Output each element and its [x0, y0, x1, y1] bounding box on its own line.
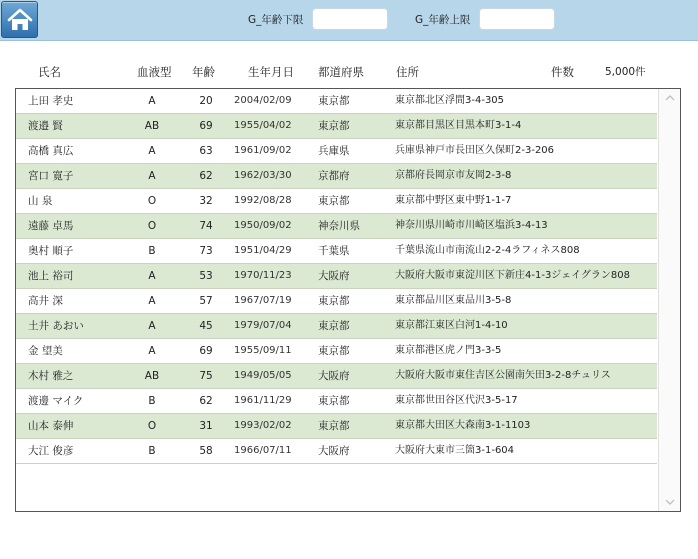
cell-birth-date: 1970/11/23 — [234, 270, 292, 281]
cell-birth-date: 1962/03/30 — [234, 170, 292, 181]
cell-prefecture: 東京都 — [318, 345, 350, 357]
cell-name: 山 泉 — [28, 195, 53, 207]
cell-birth-date: 1979/07/04 — [234, 320, 292, 331]
cell-name: 渡邉 賢 — [28, 120, 63, 132]
cell-name: 奥村 順子 — [28, 245, 74, 257]
cell-address: 大阪府大阪市東住吉区公園南矢田3-2-8チュリス — [395, 370, 611, 381]
cell-address: 東京都世田谷区代沢3-5-17 — [395, 395, 518, 406]
cell-name: 土井 あおい — [28, 320, 84, 332]
table-row[interactable] — [16, 164, 657, 189]
table-row[interactable] — [16, 89, 657, 114]
cell-address: 千葉県流山市南流山2-2-4ラフィネス808 — [395, 245, 580, 256]
cell-name: 渡邊 マイク — [28, 395, 84, 407]
cell-address: 東京都目黒区目黒本町3-1-4 — [395, 120, 522, 131]
cell-prefecture: 兵庫県 — [318, 145, 350, 157]
table-row[interactable] — [16, 289, 657, 314]
cell-address: 兵庫県神戸市長田区久保町2-3-206 — [395, 145, 555, 156]
header-birth: 生年月日 — [248, 65, 294, 79]
cell-age: 31 — [199, 420, 213, 432]
cell-name: 高井 深 — [28, 295, 63, 307]
cell-birth-date: 1961/11/29 — [234, 395, 292, 406]
cell-name: 遠藤 卓馬 — [28, 220, 74, 232]
cell-prefecture: 東京都 — [318, 395, 350, 407]
cell-blood-type: A — [148, 345, 156, 357]
cell-age: 32 — [199, 195, 213, 207]
cell-blood-type: O — [147, 195, 157, 207]
cell-blood-type: AB — [144, 120, 160, 132]
cell-blood-type: A — [148, 145, 156, 157]
table-row[interactable] — [16, 114, 657, 139]
top-toolbar — [0, 0, 698, 41]
cell-name: 宮口 寛子 — [28, 170, 74, 182]
cell-birth-date: 1951/04/29 — [234, 245, 292, 256]
cell-prefecture: 大阪府 — [318, 445, 350, 457]
table-row[interactable] — [16, 264, 657, 289]
cell-age: 58 — [199, 445, 213, 457]
scroll-up-button[interactable] — [659, 89, 681, 107]
table-row[interactable] — [16, 339, 657, 364]
cell-prefecture: 東京都 — [318, 420, 350, 432]
vertical-scrollbar[interactable] — [658, 89, 681, 511]
cell-blood-type: A — [148, 270, 156, 282]
cell-birth-date: 1961/09/02 — [234, 145, 292, 156]
cell-prefecture: 東京都 — [318, 295, 350, 307]
header-blood: 血液型 — [137, 65, 172, 79]
cell-birth-date: 1949/05/05 — [234, 370, 292, 381]
table-row[interactable] — [16, 239, 657, 264]
min-age-label: G_年齢下限 — [248, 14, 304, 26]
cell-blood-type: A — [148, 295, 156, 307]
cell-address: 東京都中野区東中野1-1-7 — [395, 195, 512, 206]
cell-birth-date: 1993/02/02 — [234, 420, 292, 431]
cell-blood-type: AB — [144, 370, 160, 382]
home-button[interactable] — [1, 1, 38, 38]
cell-name: 池上 裕司 — [28, 270, 74, 282]
min-age-input[interactable] — [312, 8, 388, 30]
cell-address: 東京都江東区白河1-4-10 — [395, 320, 508, 331]
cell-address: 大阪府大東市三箇3-1-604 — [395, 445, 515, 456]
cell-prefecture: 京都府 — [318, 170, 350, 182]
cell-blood-type: B — [148, 395, 156, 407]
scroll-down-button[interactable] — [659, 493, 681, 511]
cell-age: 73 — [199, 245, 213, 257]
cell-address: 神奈川県川崎市川崎区塩浜3-4-13 — [395, 220, 548, 231]
cell-blood-type: O — [147, 220, 157, 232]
cell-blood-type: A — [148, 95, 156, 107]
cell-blood-type: B — [148, 445, 156, 457]
cell-name: 山本 泰伸 — [28, 420, 74, 432]
cell-blood-type: O — [147, 420, 157, 432]
cell-blood-type: A — [148, 320, 156, 332]
home-icon — [7, 8, 33, 32]
cell-prefecture: 大阪府 — [318, 370, 350, 382]
cell-address: 東京都大田区大森南3-1-1103 — [395, 420, 531, 431]
header-address: 住所 — [396, 65, 419, 79]
cell-age: 57 — [199, 295, 213, 307]
cell-address: 大阪府大阪市東淀川区下新庄4-1-3ジェイグラン808 — [395, 270, 630, 281]
cell-name: 高橋 真広 — [28, 145, 74, 157]
cell-birth-date: 1992/08/28 — [234, 195, 292, 206]
table-row[interactable] — [16, 439, 657, 464]
count-value: 5,000件 — [605, 66, 646, 78]
cell-name: 上田 孝史 — [28, 95, 74, 107]
cell-name: 木村 雅之 — [28, 370, 74, 382]
header-pref: 都道府県 — [318, 65, 364, 79]
cell-birth-date: 1955/09/11 — [234, 345, 292, 356]
cell-prefecture: 大阪府 — [318, 270, 350, 282]
cell-birth-date: 2004/02/09 — [234, 95, 292, 106]
table-row[interactable] — [16, 139, 657, 164]
cell-prefecture: 東京都 — [318, 95, 350, 107]
cell-age: 53 — [199, 270, 213, 282]
max-age-label: G_年齢上限 — [415, 14, 471, 26]
table-row[interactable] — [16, 389, 657, 414]
chevron-down-icon — [665, 499, 675, 505]
cell-age: 62 — [199, 170, 213, 182]
records-table — [15, 88, 681, 512]
cell-prefecture: 東京都 — [318, 320, 350, 332]
cell-address: 東京都品川区東品川3-5-8 — [395, 295, 512, 306]
cell-age: 63 — [199, 145, 213, 157]
table-row[interactable] — [16, 364, 657, 389]
cell-age: 69 — [199, 345, 213, 357]
cell-name: 大江 俊彦 — [28, 445, 74, 457]
cell-age: 20 — [199, 95, 213, 107]
cell-age: 69 — [199, 120, 213, 132]
cell-prefecture: 神奈川県 — [318, 220, 360, 232]
cell-blood-type: B — [148, 245, 156, 257]
cell-age: 45 — [199, 320, 213, 332]
table-row[interactable] — [16, 414, 657, 439]
cell-name: 金 望美 — [28, 345, 63, 357]
table-row[interactable] — [16, 314, 657, 339]
max-age-input[interactable] — [479, 8, 555, 30]
cell-prefecture: 東京都 — [318, 120, 350, 132]
cell-age: 62 — [199, 395, 213, 407]
cell-birth-date: 1966/07/11 — [234, 445, 292, 456]
cell-address: 東京都港区虎ノ門3-3-5 — [395, 345, 502, 356]
table-row[interactable] — [16, 214, 657, 239]
cell-blood-type: A — [148, 170, 156, 182]
header-name: 氏名 — [38, 65, 61, 79]
cell-birth-date: 1950/09/02 — [234, 220, 292, 231]
cell-birth-date: 1967/07/19 — [234, 295, 292, 306]
cell-age: 74 — [199, 220, 213, 232]
chevron-up-icon — [665, 95, 675, 101]
cell-address: 京都府長岡京市友岡2-3-8 — [395, 170, 512, 181]
cell-prefecture: 東京都 — [318, 195, 350, 207]
header-age: 年齢 — [192, 65, 215, 79]
cell-birth-date: 1955/04/02 — [234, 120, 292, 131]
cell-address: 東京都北区浮間3-4-305 — [395, 95, 505, 106]
count-label: 件数 — [551, 65, 574, 79]
table-row[interactable] — [16, 189, 657, 214]
cell-prefecture: 千葉県 — [318, 245, 350, 257]
cell-age: 75 — [199, 370, 213, 382]
